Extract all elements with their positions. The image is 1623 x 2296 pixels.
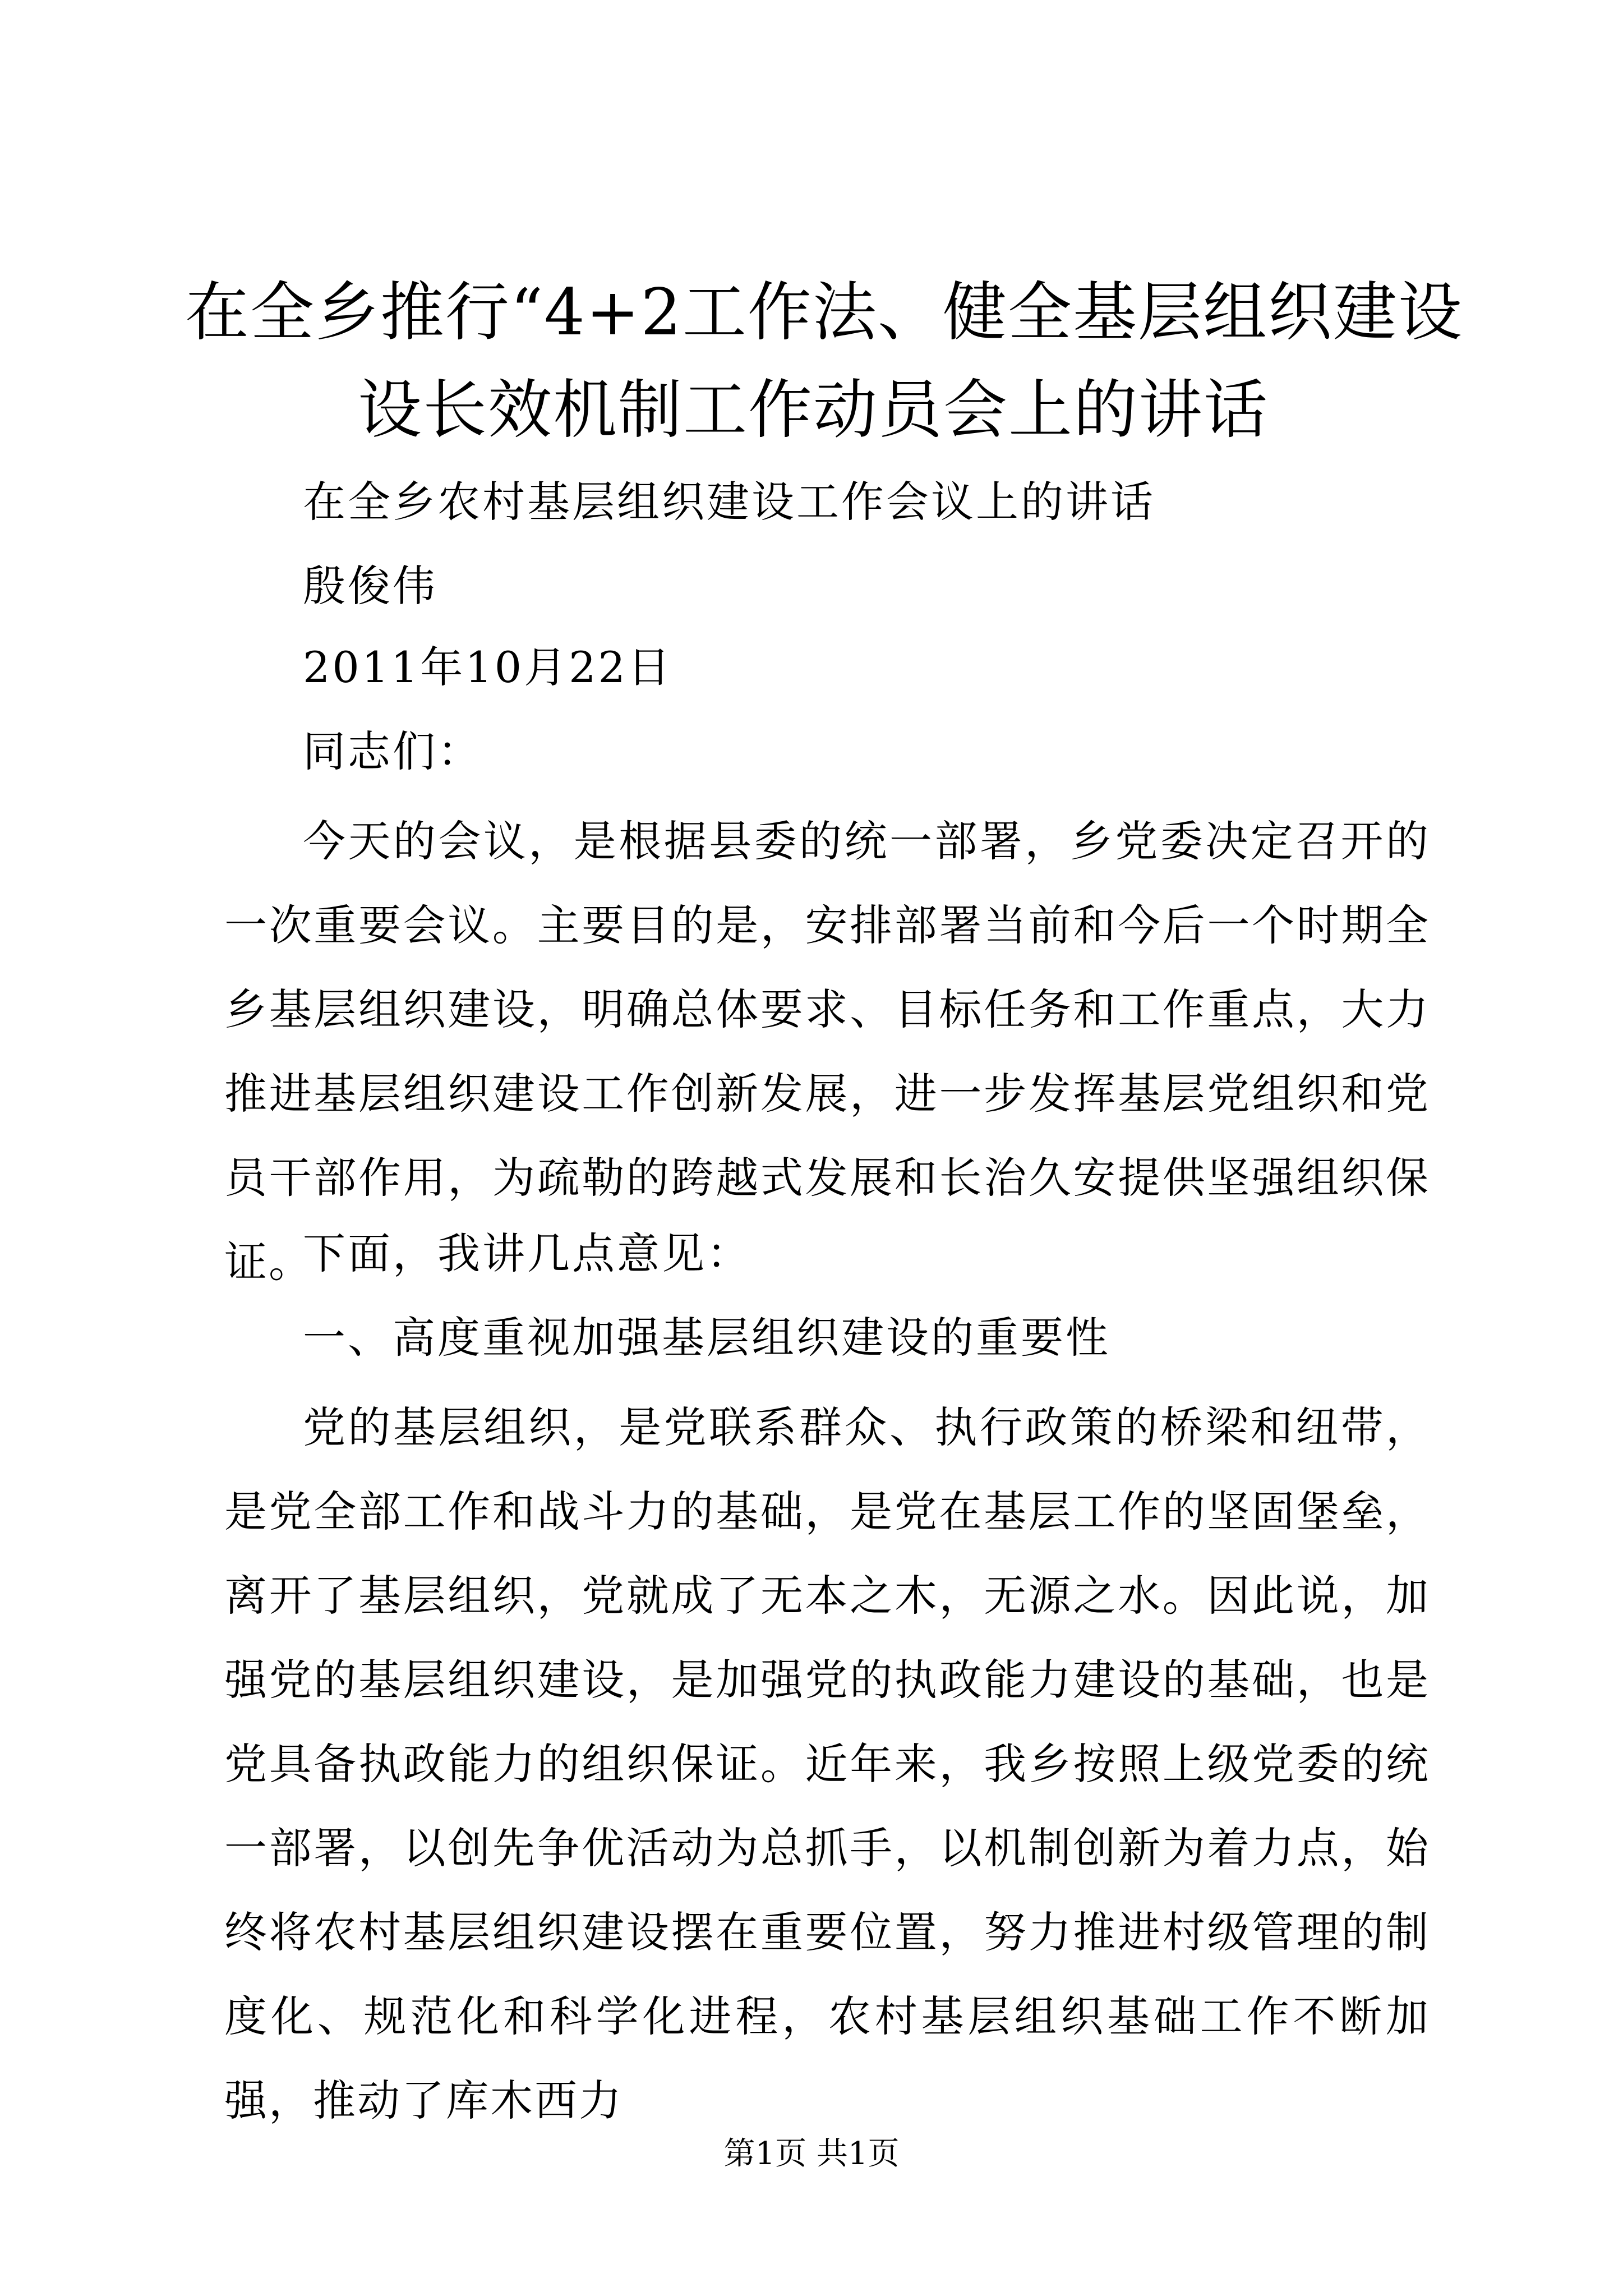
intro-line: 下面，我讲几点意见： (303, 1228, 751, 1278)
speech-date: 2011年10月22日 (303, 642, 672, 692)
page-footer: 第1页 共1页 (723, 2136, 900, 2172)
title-line-2: 设长效机制工作动员会上的讲话 (357, 372, 1269, 447)
title-line-1: 在全乡推行“4+2工作法、健全基层组织建设 (185, 275, 1463, 349)
section-heading-1: 一、高度重视加强基层组织建设的重要性 (303, 1313, 1110, 1363)
speech-subtitle: 在全乡农村基层组织建设工作会议上的讲话 (303, 477, 1155, 527)
body-paragraph-2: 党的基层组织，是党联系群众、执行政策的桥梁和纽带，是党全部工作和战斗力的基础，是党在基层工作的坚固堡垒，离开了基层组织，党就成了无本之木，无源之水。因此说，加强党的基层组织建设，是加强党的执政能力建设的基础，也是党具备执政能力的组织保证。近年来，我乡按照上级党委的统一部署，以创先争优活动为总抓手，以机制创新为着力点，始终将农村基层组织建设摆在重要位置，努力推进村级管理的制度化、规范化和科学化进程，农村基层组织基础工作不断加强，推动了库木西力 (224, 1402, 1430, 2125)
salutation: 同志们： (303, 726, 482, 776)
document-title (185, 264, 1463, 459)
body-paragraph-1: 今天的会议，是根据县委的统一部署，乡党委决定召开的一次重要会议。主要目的是，安排部署当前和今后一个时期全乡基层组织建设，明确总体要求、目标任务和工作重点，大力推进基层组织建设工作创新发展，进一步发挥基层党组织和党员干部作用，为疏勒的跨越式发展和长治久安提供坚强组织保证。 (224, 816, 1430, 1287)
author-name: 殷俊伟 (303, 561, 437, 611)
